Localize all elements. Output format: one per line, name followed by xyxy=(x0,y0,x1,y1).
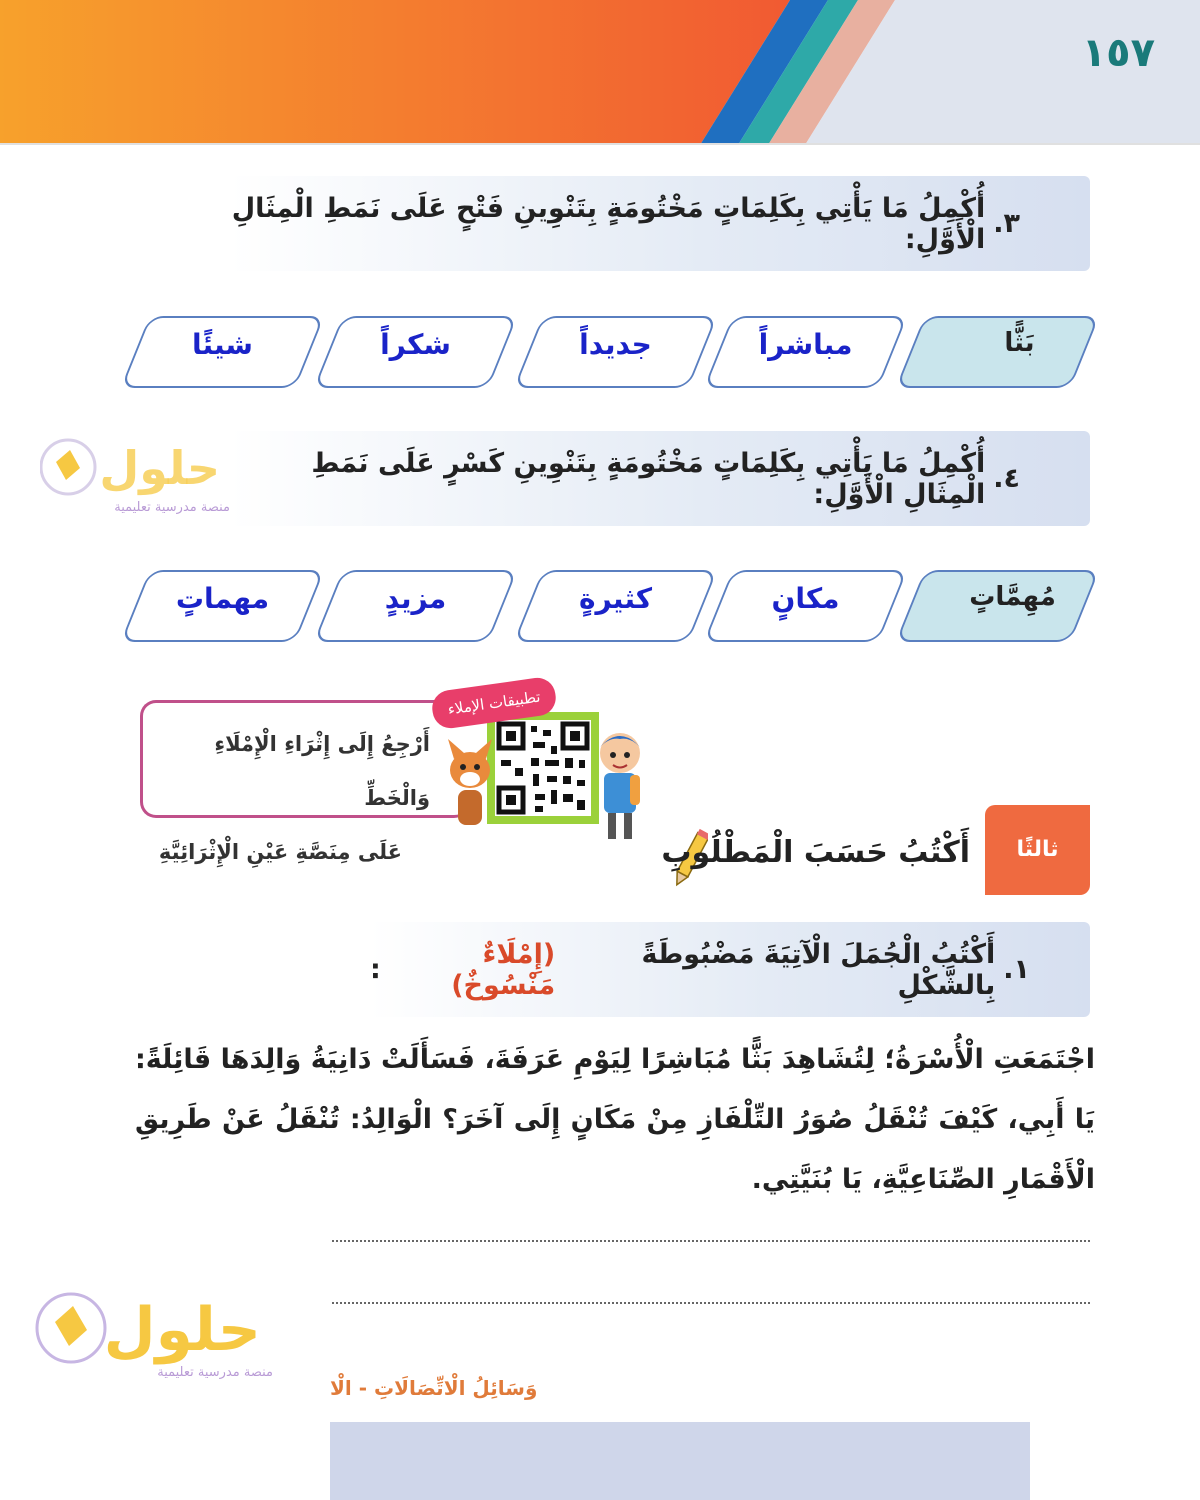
section-tag: ثالثًا xyxy=(985,805,1090,895)
enrichment-line-1: أَرْجِعُ إِلَى إِثْرَاءِ الْإِمْلَاءِ وَالْخَطِّ xyxy=(214,732,430,810)
watermark-brand: حلول xyxy=(99,441,220,495)
watermark-logo xyxy=(40,432,230,515)
exercise-3-text: أُكْمِلُ مَا يَأْتِي بِكَلِمَاتٍ مَخْتُومَةٍ بِتَنْوِينِ فَتْحٍ عَلَى نَمَطِ الْمِثَالِ الْأَوَّلِ: xyxy=(231,192,986,255)
example-word: بَثًّا xyxy=(1004,328,1035,358)
answer-word: شيئًا xyxy=(192,328,253,361)
example-word: مُهِمَّاتٍ xyxy=(969,582,1056,612)
brand-logo-icon xyxy=(40,432,230,502)
writing-line[interactable] xyxy=(332,1240,1090,1242)
answer-word: مزيدٍ xyxy=(384,582,447,615)
qr-pattern-icon xyxy=(495,720,591,816)
exercise-1-instruction xyxy=(370,922,1090,1017)
header-banner xyxy=(0,0,1200,145)
dictation-paragraph: اجْتَمَعَتِ الْأُسْرَةُ؛ لِتُشَاهِدَ بَثًّا مُبَاشِرًا لِيَوْمِ عَرَفَةَ، فَسَأَلَتْ دَانِيَةُ وَالِدَهَا قَائِلَةً: يَا أَبِي، كَيْفَ تُنْقَلُ صُوَرُ التِّلْفَازِ مِنْ مَكَانٍ إِلَى آخَرَ؟ الْوَالِدُ: تُنْقَلُ عَنْ طَرِيقِ الْأَقْمَارِ الصِّنَاعِيَّةِ، يَا بُنَيَّتِي. xyxy=(135,1044,1095,1195)
exercise-4-word-row xyxy=(120,570,1090,645)
watermark-brand: حلول xyxy=(103,1295,261,1365)
answer-word: شكراً xyxy=(380,328,451,361)
section-title: أَكْتُبُ حَسَبَ الْمَطْلُوبِ xyxy=(661,835,970,870)
enrichment-line-2: عَلَى مِنَصَّةِ عَيْنِ الْإِثْرَائِيَّةِ xyxy=(158,840,402,864)
exercise-1-number: ١. xyxy=(1003,954,1030,985)
page-number: ١٥٧ xyxy=(1081,30,1155,76)
exercise-3-instruction xyxy=(230,176,1090,271)
exercise-1-suffix: : xyxy=(370,954,381,985)
answer-word: مهماتٍ xyxy=(175,582,270,615)
brand-logo-icon xyxy=(33,1280,273,1365)
exercise-3-word-row xyxy=(120,316,1090,391)
watermark-subtitle: منصة مدرسية تعليمية xyxy=(157,1365,273,1380)
exercise-4-instruction xyxy=(230,431,1090,526)
fox-mascot-icon xyxy=(440,735,500,835)
writing-line[interactable] xyxy=(332,1302,1090,1304)
answer-word: مباشراً xyxy=(758,328,853,361)
answer-word: جديداً xyxy=(579,328,652,361)
footer-unit-title: وَسَائِلُ الْاتِّصَالَاتِ - الْا xyxy=(330,1376,538,1400)
qr-code[interactable] xyxy=(487,712,599,824)
enrichment-tag: تطبيقات الإملاء xyxy=(430,676,558,731)
watermark-subtitle: منصة مدرسية تعليمية xyxy=(114,500,230,515)
exercise-3-number: ٣. xyxy=(993,208,1020,239)
answer-word: مكانٍ xyxy=(771,582,840,615)
exercise-1-highlight: (إِمْلَاءٌ مَنْسُوخٌ) xyxy=(451,938,556,1001)
answer-word: كثيرةٍ xyxy=(578,582,653,615)
exercise-1-text: أَكْتُبُ الْجُمَلَ الْآتِيَةَ مَضْبُوطَةً بِالشَّكْلِ xyxy=(641,938,996,1001)
footer-bar xyxy=(330,1422,1030,1500)
exercise-4-text: أُكْمِلُ مَا يَأْتِي بِكَلِمَاتٍ مَخْتُومَةٍ بِتَنْوِينِ كَسْرٍ عَلَى نَمَطِ الْمِثَالِ الْأَوَّلِ: xyxy=(311,447,986,510)
watermark-logo xyxy=(33,1280,273,1380)
enrichment-note xyxy=(140,700,470,864)
boy-mascot-icon xyxy=(590,725,650,845)
exercise-4-number: ٤. xyxy=(993,463,1020,494)
